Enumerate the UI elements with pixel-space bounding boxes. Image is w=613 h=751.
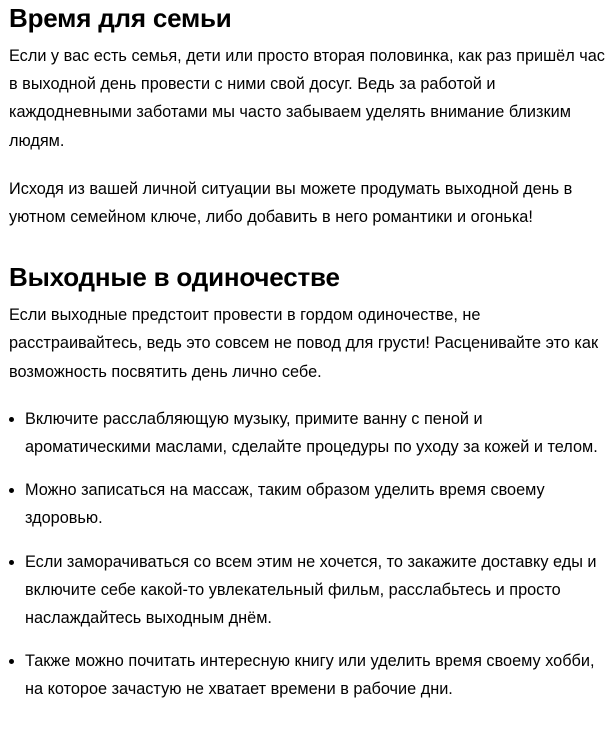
list-item — [9, 647, 609, 703]
alone-tips-list — [9, 405, 609, 704]
family-paragraph-2: Исходя из вашей личной ситуации вы можете продумать выходной день в уютном семейном ключе, либо добавить в него романтики и огонька! — [9, 179, 573, 227]
list-item-text: Можно записаться на массаж, таким образом уделить время своему здоровью. — [25, 481, 545, 528]
bullet-dot-icon — [9, 659, 14, 664]
section-title-family: Время для семьи — [9, 3, 232, 33]
alone-intro-paragraph: Если выходные предстоит провести в гордом одиночестве, не расстраивайтесь, ведь это совсем не повод для грусти! Расценивайте это как возможность посвятить день лично себе. — [9, 306, 599, 381]
list-item-text: Если заморачиваться со всем этим не хочется, то закажите доставку еды и включите себе какой-то увлекательный фильм, расслабьтесь и просто наслаждайтесь выходным днём. — [25, 552, 597, 628]
family-paragraph-1: Если у вас есть семья, дети или просто вторая половинка, как раз пришёл час в выходной день провести с ними свой досуг. Ведь за работой и каждодневными заботами мы часто забываем уделять внимание близким людям. — [9, 47, 605, 150]
list-item-text: Также можно почитать интересную книгу или уделить время своему хобби, на которое зачастую не хватает времени в рабочие дни. — [25, 652, 595, 699]
bullet-dot-icon — [9, 560, 14, 565]
list-item-text: Включите расслабляющую музыку, примите ванну с пеной и ароматическими маслами, сделайте процедуры по уходу за кожей и телом. — [25, 409, 598, 457]
list-item — [9, 405, 609, 461]
article-body — [9, 0, 609, 704]
list-item — [9, 476, 609, 532]
list-item — [9, 548, 609, 633]
section-title-alone: Выходные в одиночестве — [9, 262, 340, 293]
bullet-dot-icon — [9, 417, 14, 422]
bullet-dot-icon — [9, 488, 14, 493]
